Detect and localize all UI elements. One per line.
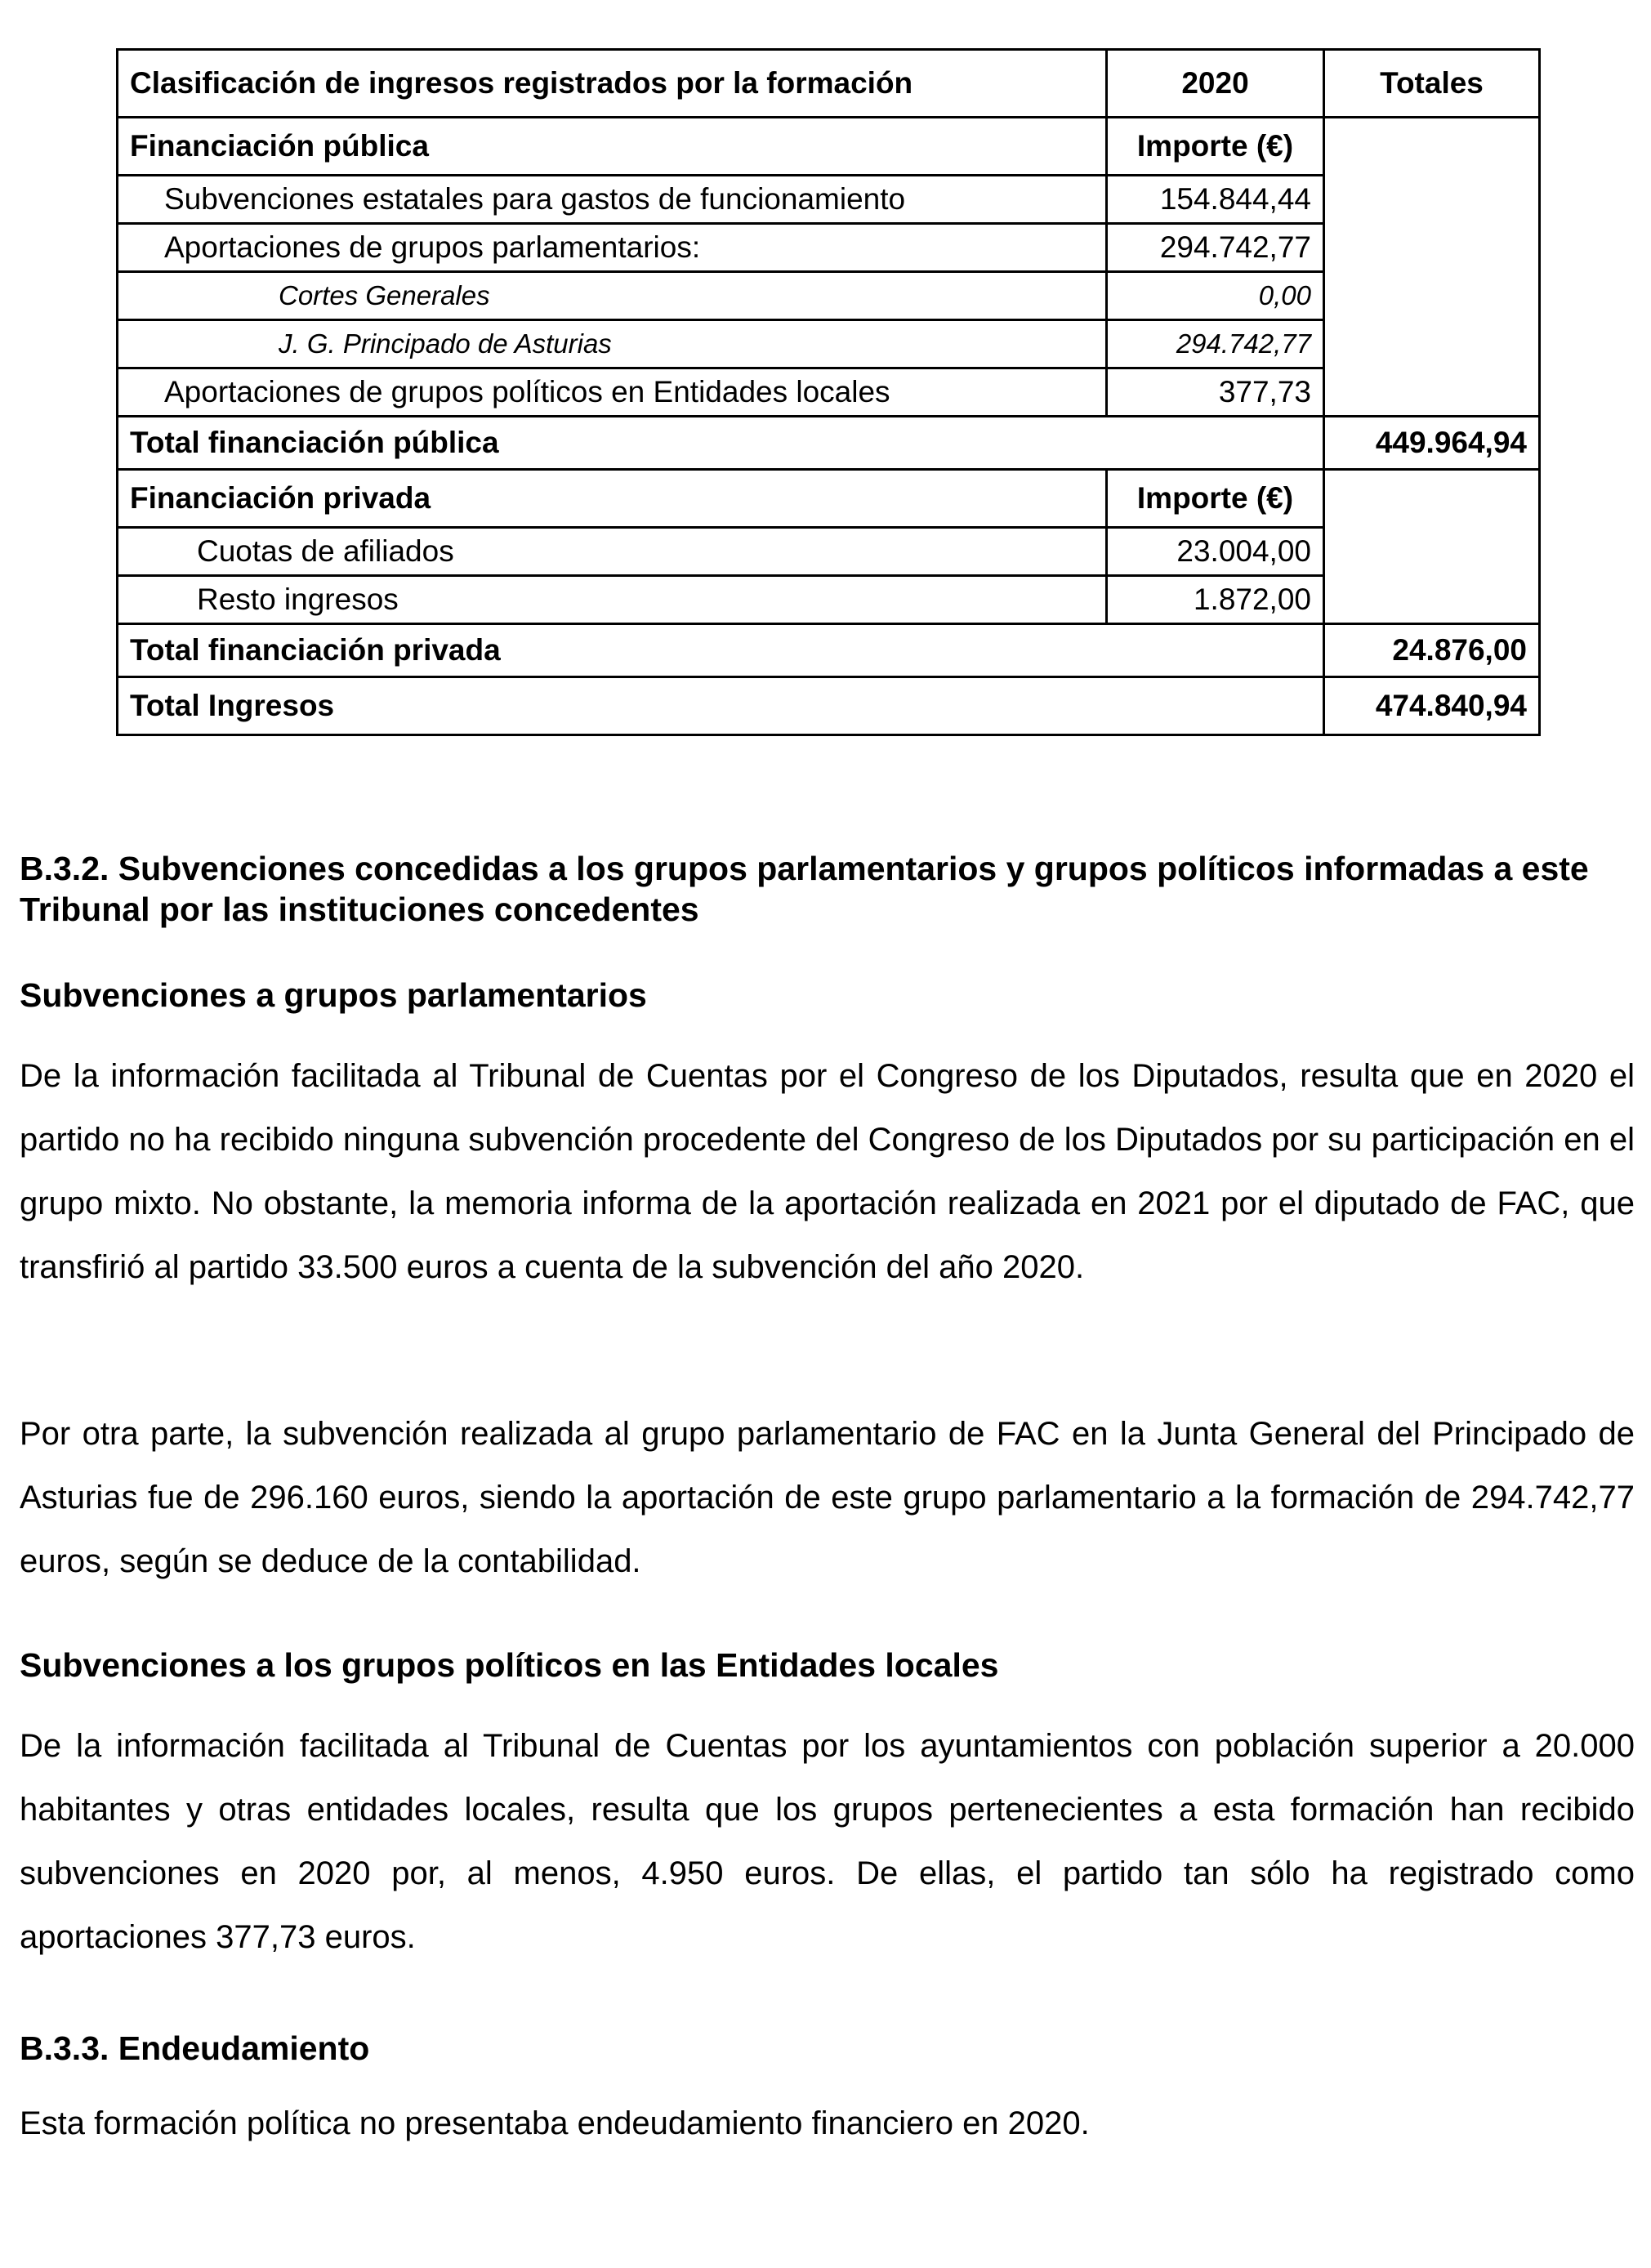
public-title: Financiación pública	[118, 118, 1107, 176]
header-classification: Clasificación de ingresos registrados por la formación	[118, 50, 1107, 118]
paragraph-parliamentary-1: De la información facilitada al Tribunal de Cuentas por el Congreso de los Diputados, resulta que en 2020 el partido no ha recibido ninguna subvención procedente del Congreso de los Diputados por su participación en el grupo mixto. No obstante, la memoria informa de la aportación realizada en 2021 por el diputado de FAC, que transfirió al partido 33.500 euros a cuenta de la subvención del año 2020.	[20, 1058, 1635, 1285]
grand-total-label: Total Ingresos	[118, 677, 1324, 735]
row-value: 294.742,77	[1107, 320, 1324, 368]
row-label: Aportaciones de grupos parlamentarios:	[118, 224, 1107, 272]
row-value: 0,00	[1107, 272, 1324, 320]
subheading-parliamentary: Subvenciones a grupos parlamentarios	[20, 976, 647, 1014]
row-value: 1.872,00	[1107, 576, 1324, 624]
subheading-local-entities: Subvenciones a los grupos políticos en las Entidades locales	[20, 1646, 999, 1684]
row-value: 23.004,00	[1107, 528, 1324, 576]
header-totals: Totales	[1324, 50, 1540, 118]
section-heading-b333: B.3.3. Endeudamiento	[20, 2029, 370, 2067]
row-value: 377,73	[1107, 368, 1324, 417]
row-label: Cortes Generales	[118, 272, 1107, 320]
header-year: 2020	[1107, 50, 1324, 118]
public-amount-header: Importe (€)	[1107, 118, 1324, 176]
private-total-value: 24.876,00	[1324, 624, 1540, 677]
public-total-label: Total financiación pública	[118, 417, 1324, 470]
private-title: Financiación privada	[118, 470, 1107, 528]
row-label: J. G. Principado de Asturias	[118, 320, 1107, 368]
paragraph-local-entities: De la información facilitada al Tribunal de Cuentas por los ayuntamientos con población superior a 20.000 habitantes y otras entidades locales, resulta que los grupos pertenecientes a esta formación han recibido subvenciones en 2020 por, al menos, 4.950 euros. De ellas, el partido tan sólo ha registrado como aportaciones 377,73 euros.	[20, 1728, 1635, 1955]
table-header-row	[118, 50, 1540, 118]
public-section-row	[118, 118, 1540, 176]
section-heading-b332: B.3.2. Subvenciones concedidas a los grupos parlamentarios y grupos políticos informadas a este Tribunal por las instituciones concedentes	[20, 850, 1589, 928]
public-total-row	[118, 417, 1540, 470]
public-totals-blank	[1324, 118, 1540, 417]
income-table	[116, 48, 1541, 736]
private-total-row	[118, 624, 1540, 677]
grand-total-value: 474.840,94	[1324, 677, 1540, 735]
private-total-label: Total financiación privada	[118, 624, 1324, 677]
row-value: 154.844,44	[1107, 176, 1324, 224]
paragraph-parliamentary-2: Por otra parte, la subvención realizada al grupo parlamentario de FAC en la Junta General del Principado de Asturias fue de 296.160 euros, siendo la aportación de este grupo parlamentario a la formación de 294.742,77 euros, según se deduce de la contabilidad.	[20, 1416, 1635, 1579]
row-label: Subvenciones estatales para gastos de funcionamiento	[118, 176, 1107, 224]
row-label: Cuotas de afiliados	[118, 528, 1107, 576]
private-section-row	[118, 470, 1540, 528]
row-label: Resto ingresos	[118, 576, 1107, 624]
row-value: 294.742,77	[1107, 224, 1324, 272]
paragraph-debt: Esta formación política no presentaba endeudamiento financiero en 2020.	[20, 2105, 1090, 2141]
private-totals-blank	[1324, 470, 1540, 624]
grand-total-row	[118, 677, 1540, 735]
public-total-value: 449.964,94	[1324, 417, 1540, 470]
row-label: Aportaciones de grupos políticos en Entidades locales	[118, 368, 1107, 417]
private-amount-header: Importe (€)	[1107, 470, 1324, 528]
